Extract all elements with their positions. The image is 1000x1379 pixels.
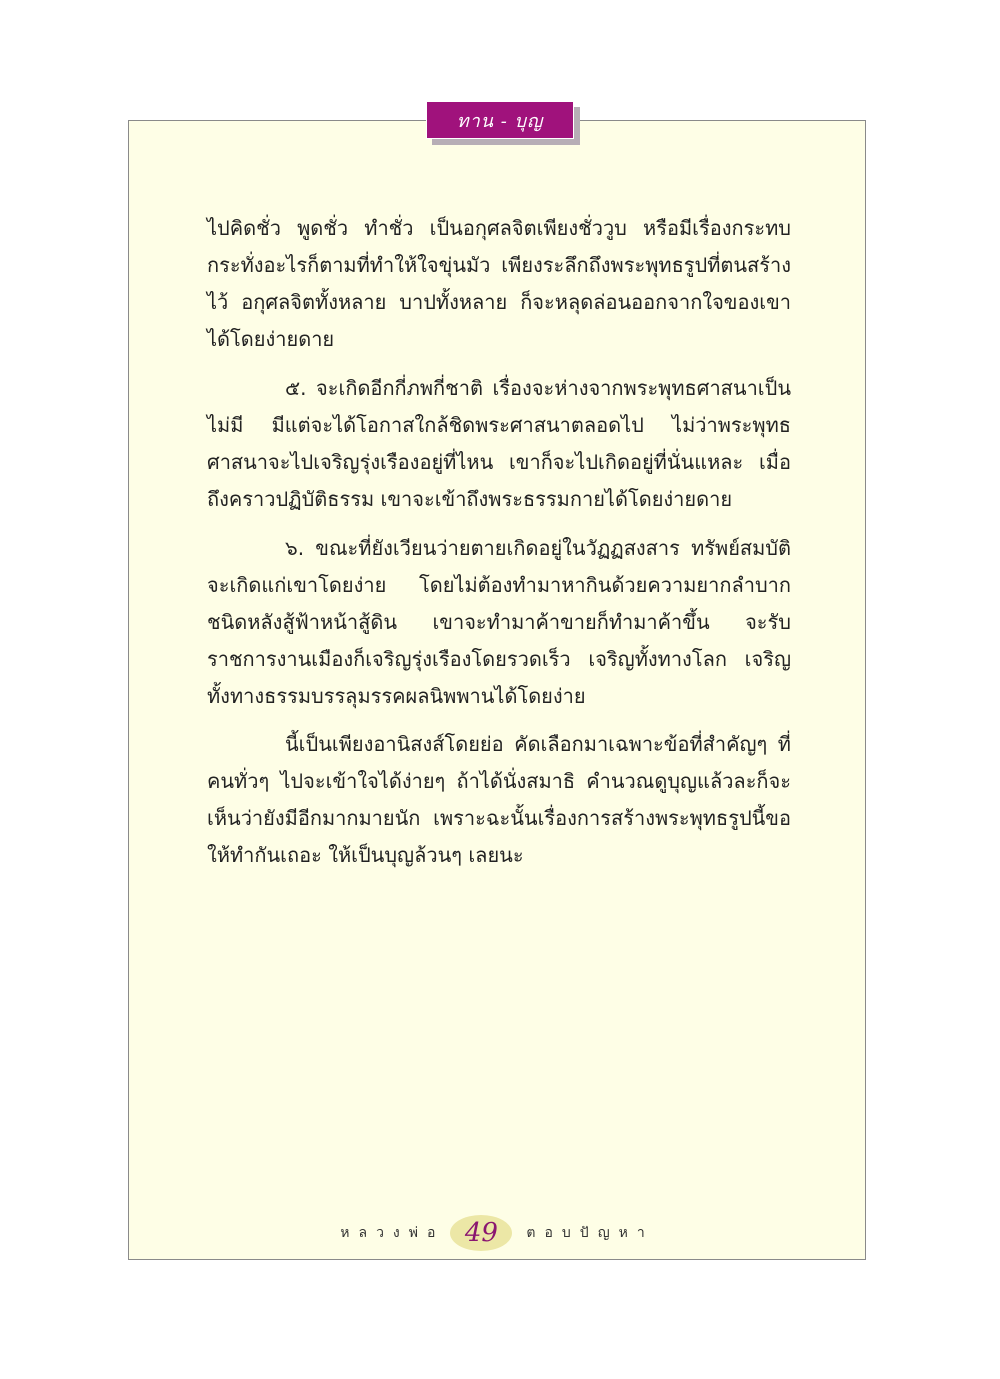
- paragraph-item-6: ๖. ขณะที่ยังเวียนว่ายตายเกิดอยู่ในวัฏฏสงสาร ทรัพย์สมบัติจะเกิดแก่เขาโดยง่าย โดยไม่ต้องทำมาหากินด้วยความยากลำบากชนิดหลังสู้ฟ้าหน้าสู้ดิน เขาจะทำมาค้าขายก็ทำมาค้าขึ้น จะรับราชการงานเมืองก็เจริญรุ่งเรืองโดยรวดเร็ว เจริญทั้งทางโลก เจริญทั้งทางธรรมบรรลุมรรคผลนิพพานได้โดยง่าย: [207, 536, 791, 708]
- section-tab: [426, 101, 574, 139]
- page-number: 49: [450, 1215, 512, 1251]
- paragraph-conclusion: นี้เป็นเพียงอานิสงส์โดยย่อ คัดเลือกมาเฉพาะข้อที่สำคัญๆ ที่คนทั่วๆ ไปจะเข้าใจได้ง่ายๆ ถ้าได้นั่งสมาธิ คำนวณดูบุญแล้วละก็จะเห็นว่ายังมีอีกมากมายนัก เพราะฉะนั้นเรื่องการสร้างพระพุทธรูปนี้ขอให้ทำกันเถอะ ให้เป็นบุญล้วนๆ เลยนะ: [207, 732, 791, 867]
- section-title: ทาน - บุญ: [456, 110, 544, 132]
- paragraph-continuation: ไปคิดชั่ว พูดชั่ว ทำชั่ว เป็นอกุศลจิตเพียงชั่ววูบ หรือมีเรื่องกระทบกระทั่งอะไรก็ตามที่ทำให้ใจขุ่นมัว เพียงระลึกถึงพระพุทธรูปที่ตนสร้างไว้ อกุศลจิตทั้งหลาย บาปทั้งหลาย ก็จะหลุดล่อนออกจากใจของเขาได้โดยง่ายดาย: [207, 216, 791, 351]
- page-footer: [128, 1213, 866, 1253]
- paragraph-item-5: ๕. จะเกิดอีกกี่ภพกี่ชาติ เรื่องจะห่างจากพระพุทธศาสนาเป็นไม่มี มีแต่จะได้โอกาสใกล้ชิดพระศาสนาตลอดไป ไม่ว่าพระพุทธศาสนาจะไปเจริญรุ่งเรืองอยู่ที่ไหน เขาก็จะไปเกิดอยู่ที่นั่นแหละ เมื่อถึงคราวปฏิบัติธรรม เขาจะเข้าถึงพระธรรมกายได้โดยง่ายดาย: [207, 376, 791, 511]
- footer-left-text: หลวงพ่อ: [340, 1225, 445, 1241]
- footer-right-text: ตอบปัญหา: [526, 1225, 654, 1241]
